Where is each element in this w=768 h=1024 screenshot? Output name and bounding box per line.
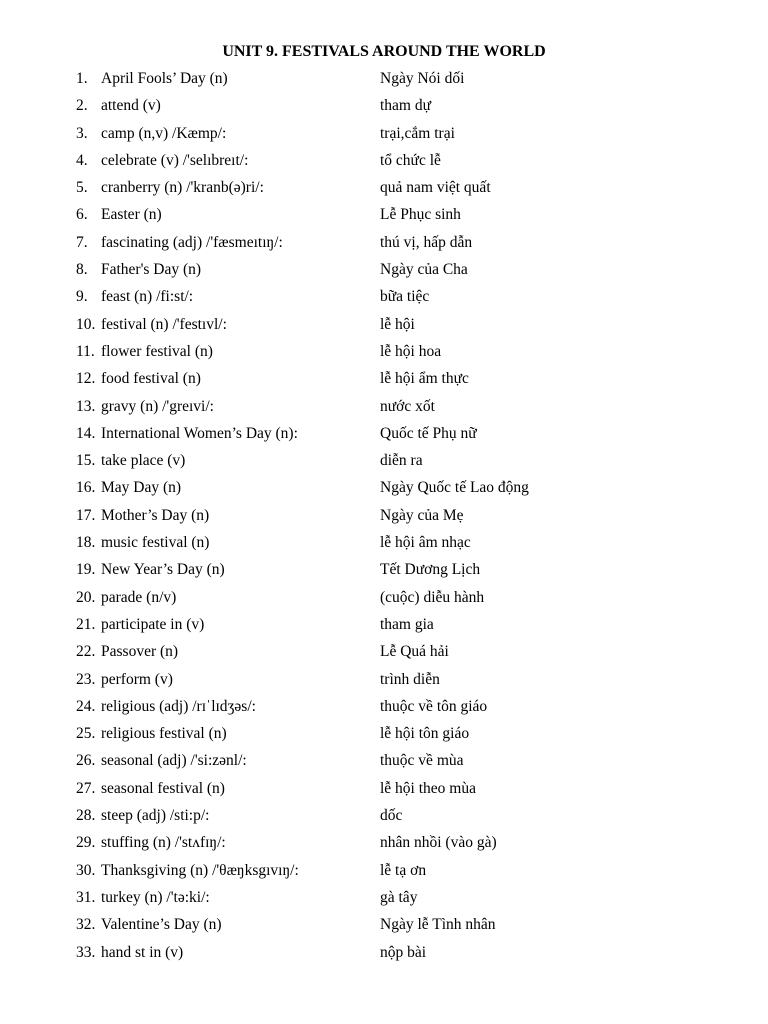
english-term: Father's Day (n) [101,261,202,279]
vietnamese-meaning: Ngày của Mẹ [380,506,464,524]
english-term: fascinating (adj) /'fæsmeıtıŋ/: [101,233,283,251]
vocab-row [0,259,768,286]
vocab-row [0,204,768,231]
vocab-row [0,750,768,777]
entry-number: 23. [76,670,96,688]
vocab-row [0,341,768,368]
vietnamese-meaning: Lễ Phục sinh [380,206,461,224]
english-term: New Year’s Day (n) [101,561,225,579]
vocab-row [0,396,768,423]
vietnamese-meaning: Quốc tế Phụ nữ [380,424,477,442]
entry-number: 14. [76,424,96,442]
english-term: cranberry (n) /'kranb(ə)ri/: [101,179,264,197]
vietnamese-meaning: lễ hội ẩm thực [380,370,469,388]
vocab-row [0,368,768,395]
entry-number: 17. [76,506,96,524]
entry-number: 20. [76,588,96,606]
vocab-row [0,696,768,723]
entry-number: 10. [76,315,96,333]
vietnamese-meaning: gà tây [380,888,418,906]
vocab-row [0,805,768,832]
vietnamese-meaning: nước xốt [380,397,435,415]
entry-number: 8. [76,261,88,279]
vietnamese-meaning: bữa tiệc [380,288,430,306]
vietnamese-meaning: quả nam việt quất [380,179,491,197]
vocab-row [0,123,768,150]
entry-number: 22. [76,643,96,661]
english-term: celebrate (v) /'selıbreıt/: [101,151,249,169]
vocab-row [0,314,768,341]
page-title: UNIT 9. FESTIVALS AROUND THE WORLD [222,43,546,60]
vocab-row [0,887,768,914]
vietnamese-meaning: lễ hội [380,315,415,333]
entry-number: 6. [76,206,88,224]
entry-number: 29. [76,834,96,852]
vocab-row [0,477,768,504]
english-term: stuffing (n) /'stʌfɪŋ/: [101,834,226,852]
vietnamese-meaning: Lễ Quá hải [380,643,449,661]
entry-number: 11. [76,342,95,360]
vocab-row [0,860,768,887]
vocab-row [0,723,768,750]
vocab-row [0,641,768,668]
entry-number: 13. [76,397,96,415]
entry-number: 21. [76,615,96,633]
vocab-row [0,177,768,204]
vietnamese-meaning: lễ tạ ơn [380,861,427,879]
entry-number: 16. [76,479,96,497]
vocab-row [0,532,768,559]
entry-number: 1. [76,70,88,87]
vietnamese-meaning: trình diễn [380,670,440,688]
english-term: seasonal festival (n) [101,779,225,797]
english-term: camp (n,v) /Kæmp/: [101,124,227,142]
vocab-row [0,95,768,122]
vietnamese-meaning: thuộc về mùa [380,752,464,770]
vietnamese-meaning: nhân nhồi (vào gà) [380,834,497,852]
vietnamese-meaning: Tết Dương Lịch [380,561,481,579]
vocab-row [0,505,768,532]
english-term: hand st in (v) [101,943,184,961]
vocab-row [0,450,768,477]
entry-number: 28. [76,807,96,825]
english-term: turkey (n) /'tə:ki/: [101,888,210,906]
english-term: steep (adj) /sti:p/: [101,807,210,825]
english-term: Passover (n) [101,643,179,661]
vietnamese-meaning: Ngày của Cha [380,261,468,279]
english-term: religious (adj) /rɪˈlɪdʒəs/: [101,697,256,715]
english-term: gravy (n) /'greıvi/: [101,397,214,415]
vietnamese-meaning: lễ hội tôn giáo [380,725,470,743]
entry-number: 3. [76,124,88,142]
entry-number: 9. [76,288,88,306]
english-term: Easter (n) [101,206,162,224]
vietnamese-meaning: nộp bài [380,943,427,961]
vocab-row [0,150,768,177]
vietnamese-meaning: Ngày Nói dối [380,70,465,87]
vocab-row [0,914,768,941]
vietnamese-meaning: lễ hội hoa [380,342,442,360]
english-term: April Fools’ Day (n) [101,70,228,87]
entry-number: 32. [76,916,96,934]
entry-number: 31. [76,888,96,906]
vietnamese-meaning: dốc [380,807,403,825]
english-term: flower festival (n) [101,342,213,360]
english-term: Valentine’s Day (n) [101,916,222,934]
english-term: perform (v) [101,670,173,688]
english-term: festival (n) /'festıvl/: [101,315,227,333]
english-term: feast (n) /fi:st/: [101,288,194,306]
vocab-row [0,614,768,641]
entry-number: 12. [76,370,96,388]
vocab-row [0,587,768,614]
entry-number: 26. [76,752,96,770]
entry-number: 4. [76,151,88,169]
vocab-row [0,559,768,586]
entry-number: 7. [76,233,88,251]
english-term: May Day (n) [101,479,182,497]
english-term: religious festival (n) [101,725,227,743]
vocab-row [0,286,768,313]
vietnamese-meaning: tham gia [380,615,434,633]
vietnamese-meaning: (cuộc) diễu hành [380,588,485,606]
vietnamese-meaning: Ngày Quốc tế Lao động [380,479,529,497]
vietnamese-meaning: tham dự [380,97,432,115]
vocab-row [0,669,768,696]
english-term: food festival (n) [101,370,201,388]
entry-number: 33. [76,943,96,961]
entry-number: 18. [76,534,96,552]
english-term: Thanksgiving (n) /'θæŋksgıvıŋ/: [101,861,299,879]
vietnamese-meaning: thuộc về tôn giáo [380,697,488,715]
english-term: take place (v) [101,452,186,470]
vocabulary-list [0,68,768,969]
entry-number: 19. [76,561,96,579]
vietnamese-meaning: thú vị, hấp dẫn [380,233,473,251]
english-term: attend (v) [101,97,161,115]
vocab-row [0,68,768,95]
entry-number: 25. [76,725,96,743]
english-term: participate in (v) [101,615,205,633]
english-term: parade (n/v) [101,588,177,606]
english-term: music festival (n) [101,534,210,552]
entry-number: 5. [76,179,88,197]
vocab-row [0,232,768,259]
vietnamese-meaning: trại,cắm trại [380,124,455,142]
english-term: seasonal (adj) /'si:zənl/: [101,752,247,770]
entry-number: 2. [76,97,88,115]
vietnamese-meaning: lễ hội theo mùa [380,779,476,797]
vietnamese-meaning: lễ hội âm nhạc [380,534,471,552]
vocab-row [0,778,768,805]
entry-number: 24. [76,697,96,715]
vocab-row [0,423,768,450]
vietnamese-meaning: Ngày lễ Tình nhân [380,916,496,934]
english-term: Mother’s Day (n) [101,506,210,524]
entry-number: 30. [76,861,96,879]
vietnamese-meaning: tổ chức lễ [380,151,441,169]
vietnamese-meaning: diễn ra [380,452,423,470]
vocab-row [0,942,768,969]
vocab-row [0,832,768,859]
english-term: International Women’s Day (n): [101,424,298,442]
entry-number: 15. [76,452,96,470]
entry-number: 27. [76,779,96,797]
